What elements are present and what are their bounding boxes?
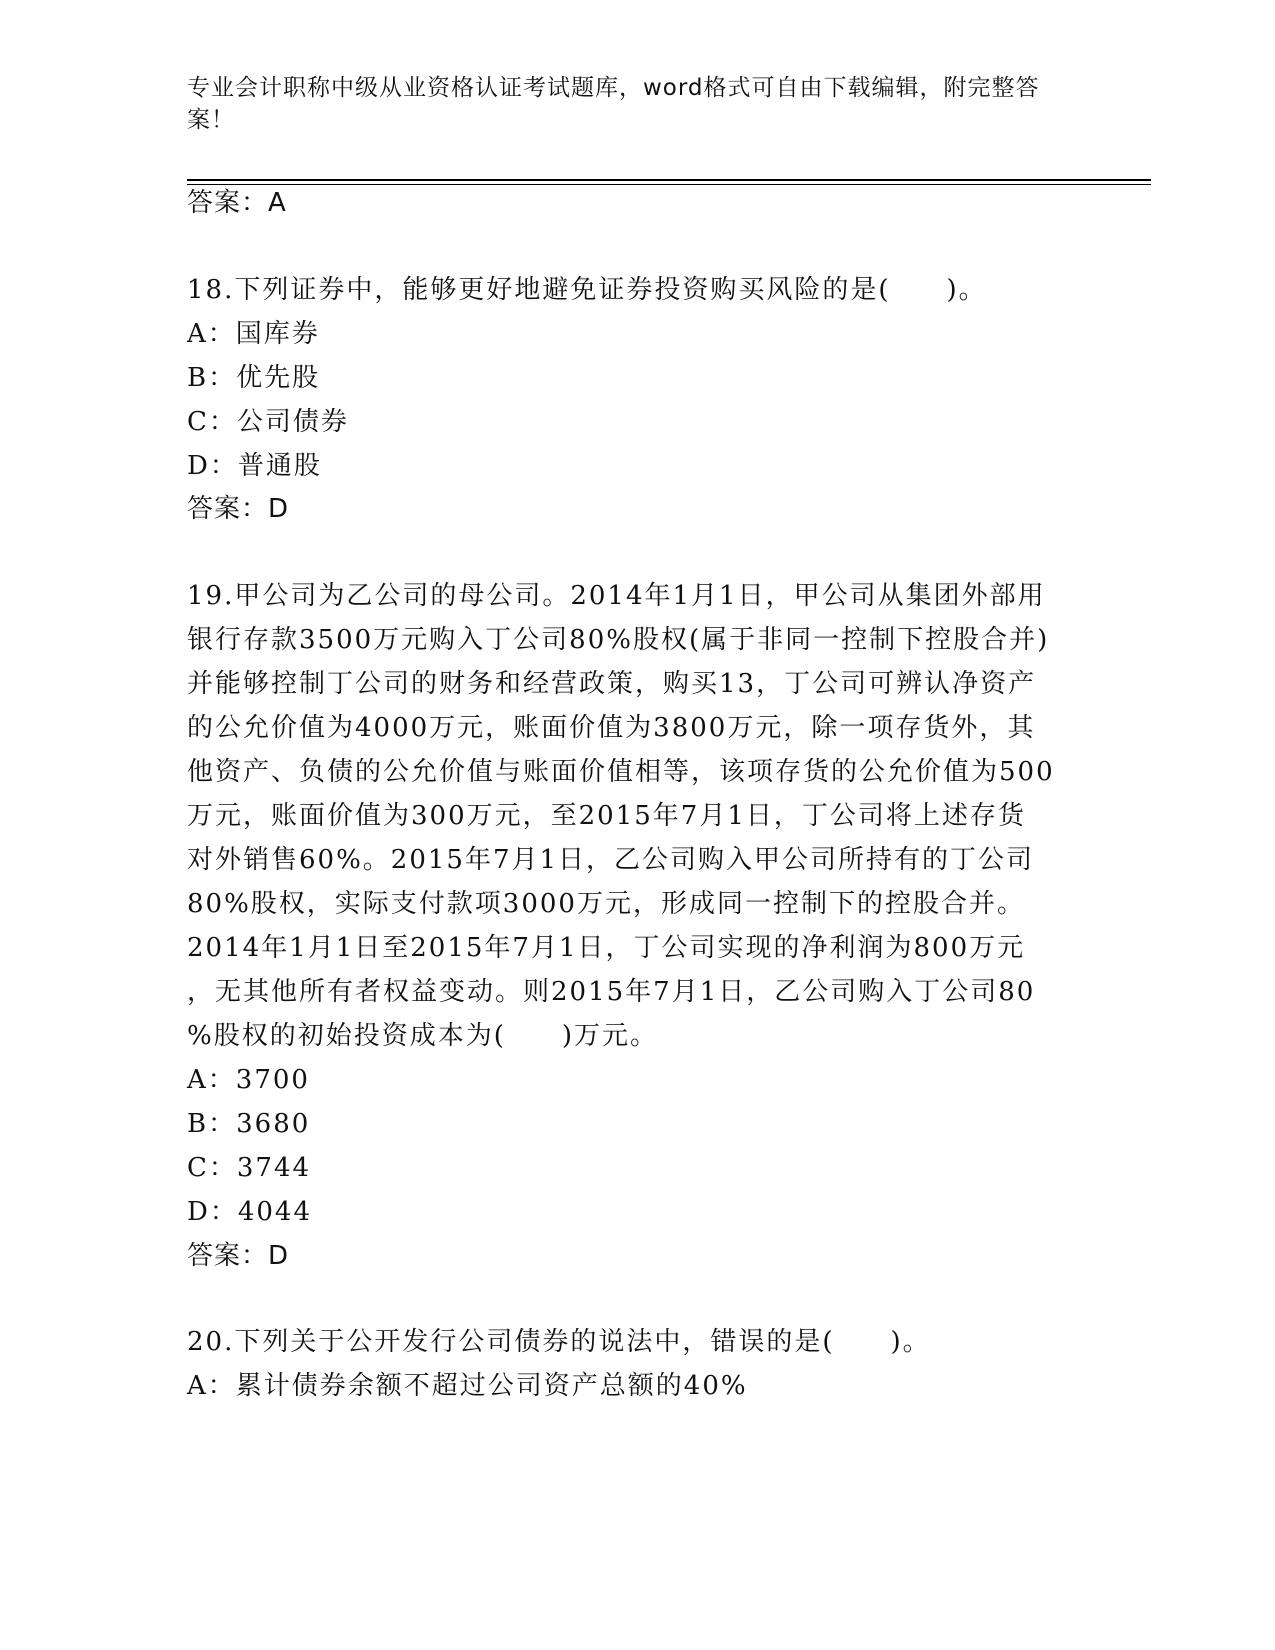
question-19-option-b: B：3680 bbox=[187, 1109, 311, 1139]
question-19-stem-line: 19.甲公司为乙公司的母公司。2014年1月1日，甲公司从集团外部用 bbox=[187, 581, 1046, 611]
answer-q17: 答案：A bbox=[187, 188, 287, 218]
answer-q19: 答案：D bbox=[187, 1241, 290, 1271]
question-19-stem-line: 的公允价值为4000万元，账面价值为3800万元，除一项存货外，其 bbox=[187, 713, 1036, 743]
question-18-option-b: B：优先股 bbox=[187, 363, 321, 393]
header-divider-thin bbox=[187, 184, 1151, 185]
question-18-option-a: A：国库券 bbox=[187, 319, 320, 349]
question-19-stem-line: 对外销售60%。2015年7月1日，乙公司购入甲公司所持有的丁公司 bbox=[187, 845, 1035, 875]
question-20-option-a: A：累计债券余额不超过公司资产总额的40% bbox=[187, 1371, 748, 1401]
question-19-stem-line: 他资产、负债的公允价值与账面价值相等，该项存货的公允价值为500 bbox=[187, 757, 1055, 787]
question-18-option-c: C：公司债券 bbox=[187, 407, 349, 437]
header-divider-thick bbox=[187, 179, 1151, 181]
question-19-option-d: D：4044 bbox=[187, 1197, 313, 1227]
question-19-stem-line: 2014年1月1日至2015年7月1日，丁公司实现的净利润为800万元 bbox=[187, 933, 1026, 963]
question-19-stem-line: %股权的初始投资成本为( )万元。 bbox=[187, 1021, 658, 1051]
question-19-stem-line: 银行存款3500万元购入丁公司80%股权(属于非同一控制下控股合并) bbox=[187, 625, 1050, 655]
question-19-stem-line: 万元，账面价值为300万元，至2015年7月1日，丁公司将上述存货 bbox=[187, 801, 1026, 831]
question-19-stem-line: 80%股权，实际支付款项3000万元，形成同一控制下的控股合并。 bbox=[187, 889, 1025, 919]
question-18-stem: 18.下列证券中，能够更好地避免证券投资购买风险的是( )。 bbox=[187, 275, 987, 305]
question-19-stem-line: 并能够控制丁公司的财务和经营政策，购买13，丁公司可辨认净资产 bbox=[187, 669, 1037, 699]
question-18-option-d: D：普通股 bbox=[187, 451, 322, 481]
answer-q18: 答案：D bbox=[187, 494, 290, 524]
question-19-option-c: C：3744 bbox=[187, 1153, 312, 1183]
page-header-note: 专业会计职称中级从业资格认证考试题库，word格式可自由下载编辑，附完整答案！ bbox=[187, 75, 1040, 133]
question-20-stem: 20.下列关于公开发行公司债券的说法中，错误的是( )。 bbox=[187, 1327, 931, 1357]
question-19-option-a: A：3700 bbox=[187, 1065, 310, 1095]
question-19-stem-line: ，无其他所有者权益变动。则2015年7月1日，乙公司购入丁公司80 bbox=[187, 977, 1036, 1007]
